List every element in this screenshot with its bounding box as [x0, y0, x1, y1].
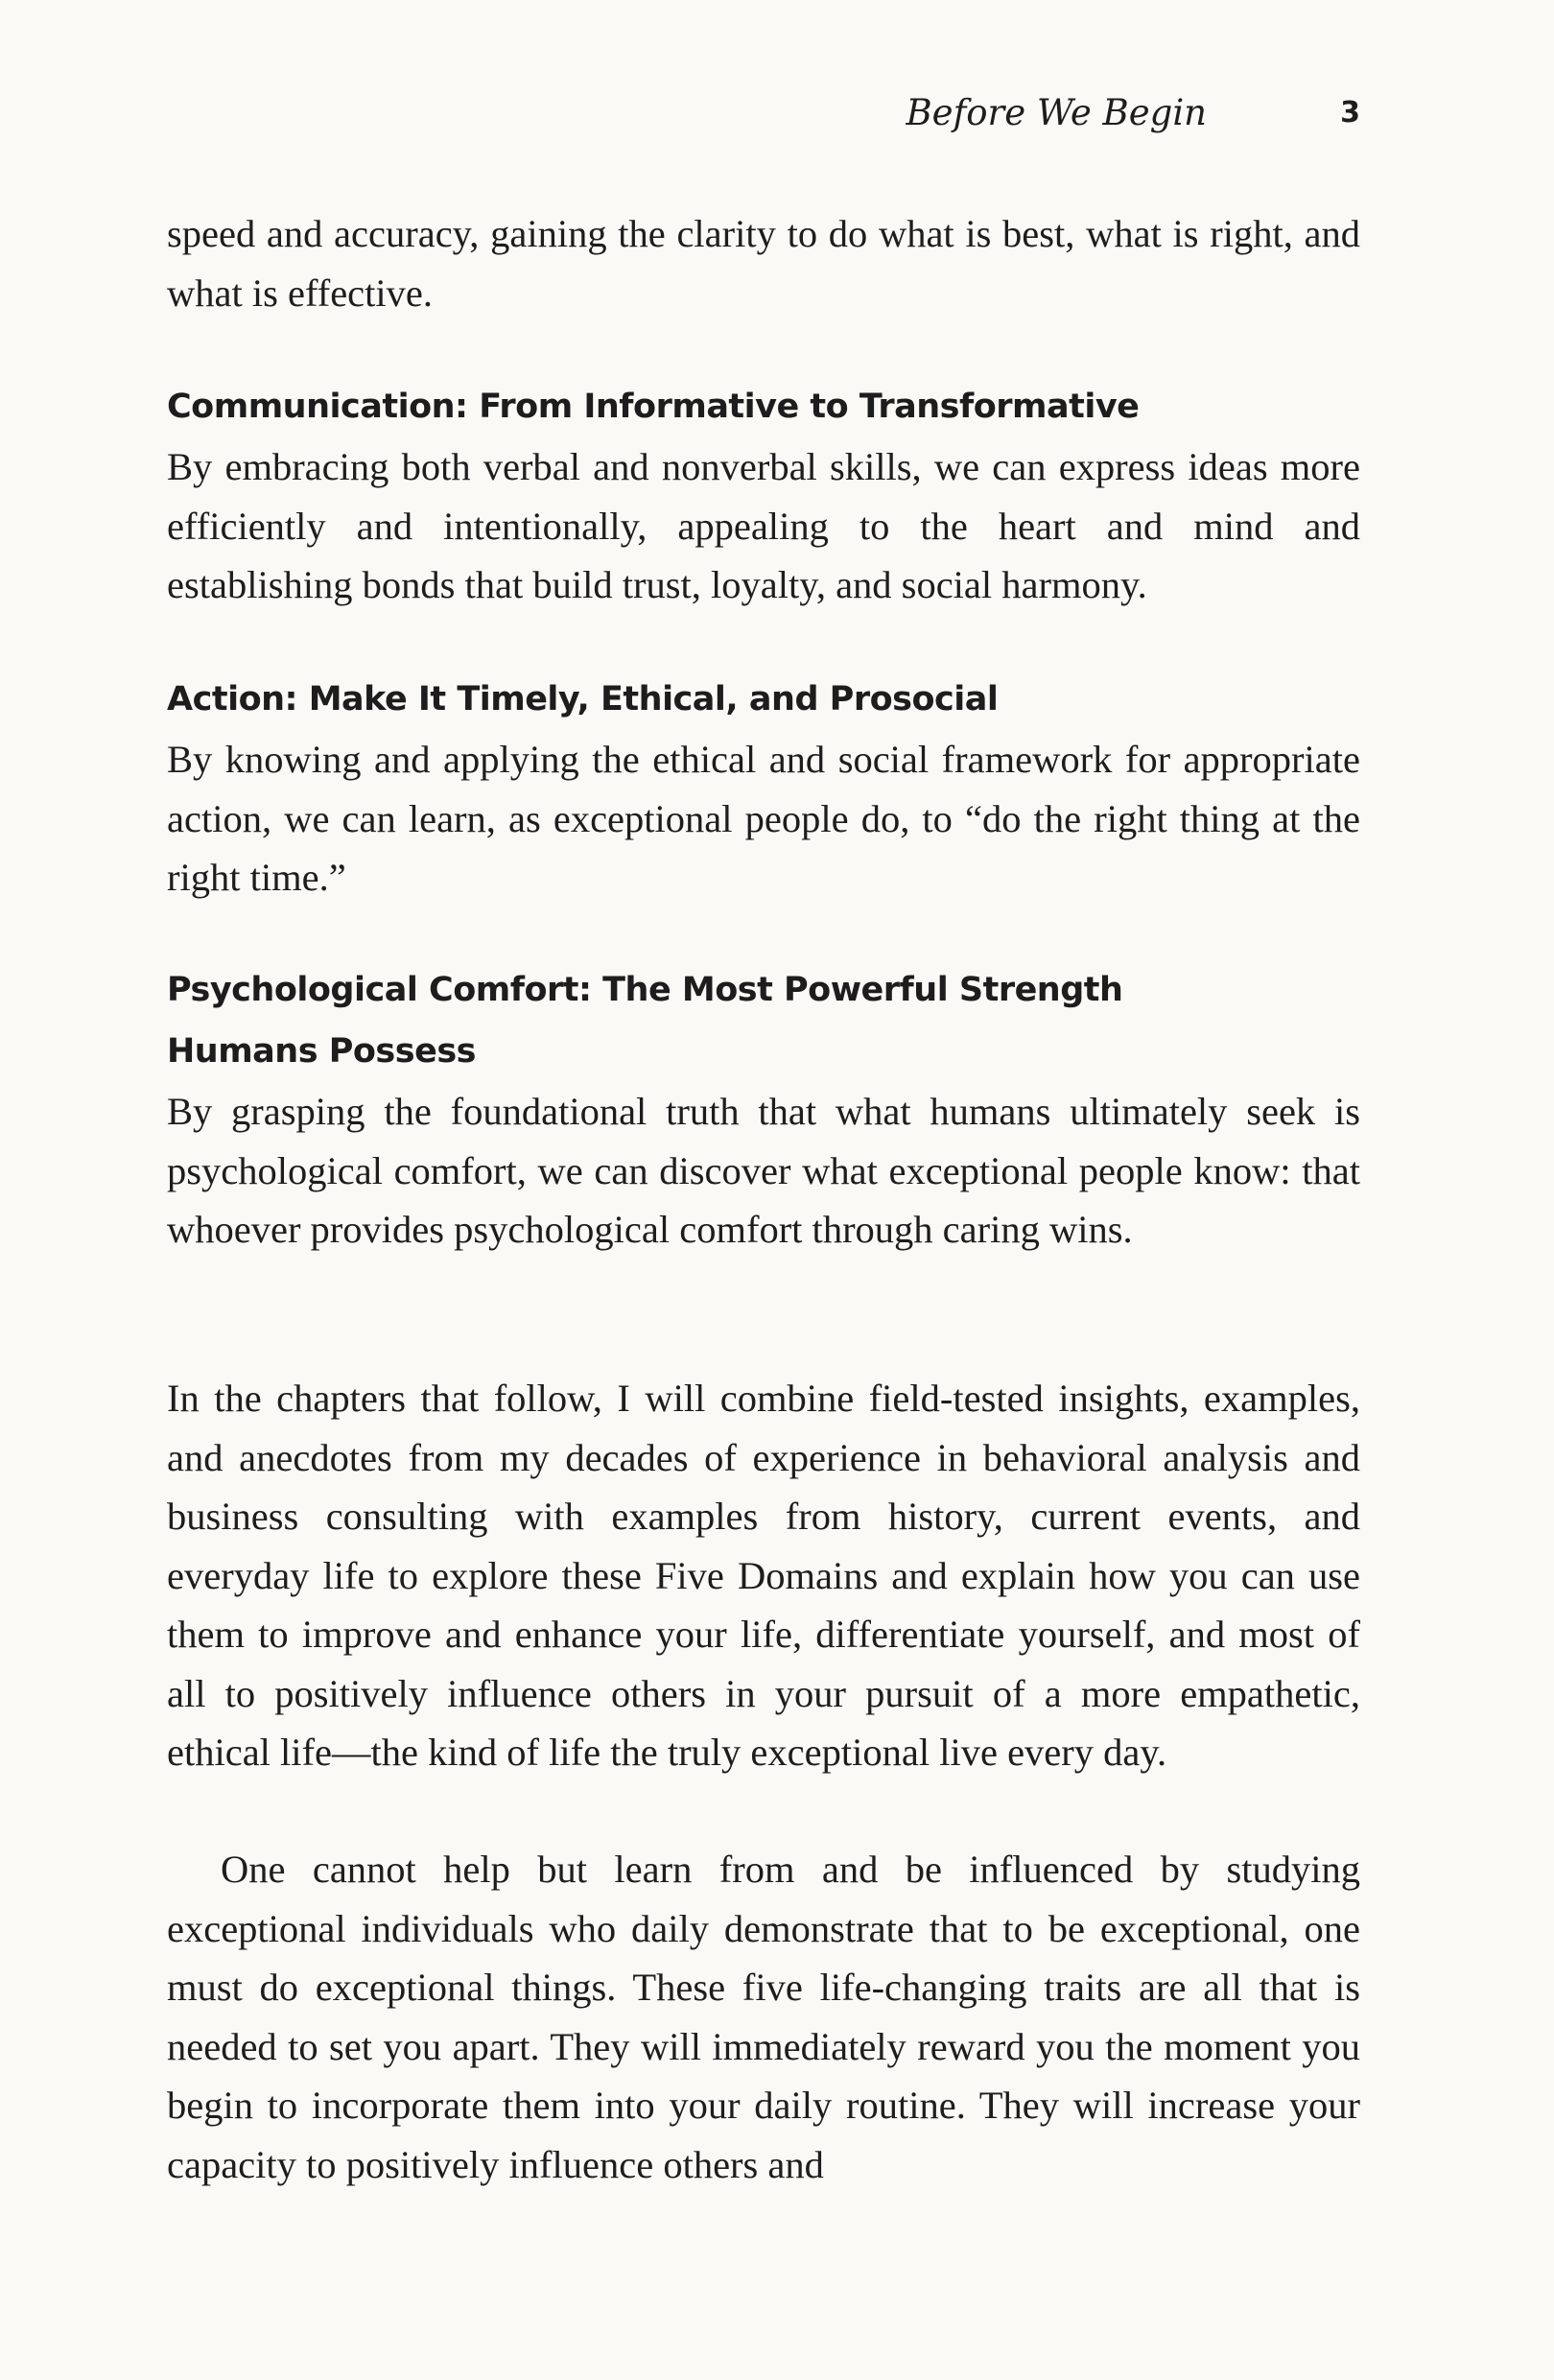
section-heading: Psychological Comfort: The Most Powerful Strength Humans Possess — [167, 971, 1123, 1071]
running-head — [167, 88, 1360, 146]
section-body: By knowing and applying the ethical and social framework for appropriate action, we can learn, as exceptional people do, to “do the right thing at the right time.” — [167, 738, 1360, 899]
section-body: By embracing both verbal and nonverbal skills, we can express ideas more efficiently and intentionally, appealing to the heart and mind and establishing bonds that build trust, loyalty, and social harmony. — [167, 445, 1360, 606]
running-title: Before We Begin — [906, 92, 1207, 133]
page-number: 3 — [1340, 96, 1360, 130]
body-paragraph: One cannot help but learn from and be influenced by studying exceptional individuals who daily demonstrate that to be exceptional, one must do exceptional things. These five life-changing traits are all that is needed to set you apart. They will immediately reward you the moment you begin to incorporate them into your daily routine. They will increase your capacity to positively influence others and — [167, 1848, 1360, 2186]
section-communication — [167, 376, 1360, 615]
section-action — [167, 669, 1360, 907]
section-body: By grasping the foundational truth that what humans ultimately seek is psychological comfort, we can discover what exceptional people know: that whoever provides psychological comfort through caring wins. — [167, 1090, 1360, 1251]
section-psychological-comfort — [167, 959, 1360, 1260]
intro-paragraph: speed and accuracy, gaining the clarity to do what is best, what is right, and what is effective. — [167, 212, 1360, 315]
body-paragraph: In the chapters that follow, I will combine field-tested insights, examples, and anecdotes from my decades of experience in behavioral analysis and business consulting with examples from history, current events, and everyday life to explore these Five Domains and explain how you can use them to improve and enhance your life, differentiate yourself, and most of all to positively influence others in your pursuit of a more empathetic, ethical life—the kind of life the truly exceptional live every day. — [167, 1377, 1360, 1774]
section-heading: Communication: From Informative to Transformative — [167, 388, 1140, 426]
section-heading: Action: Make It Timely, Ethical, and Prosocial — [167, 680, 999, 719]
